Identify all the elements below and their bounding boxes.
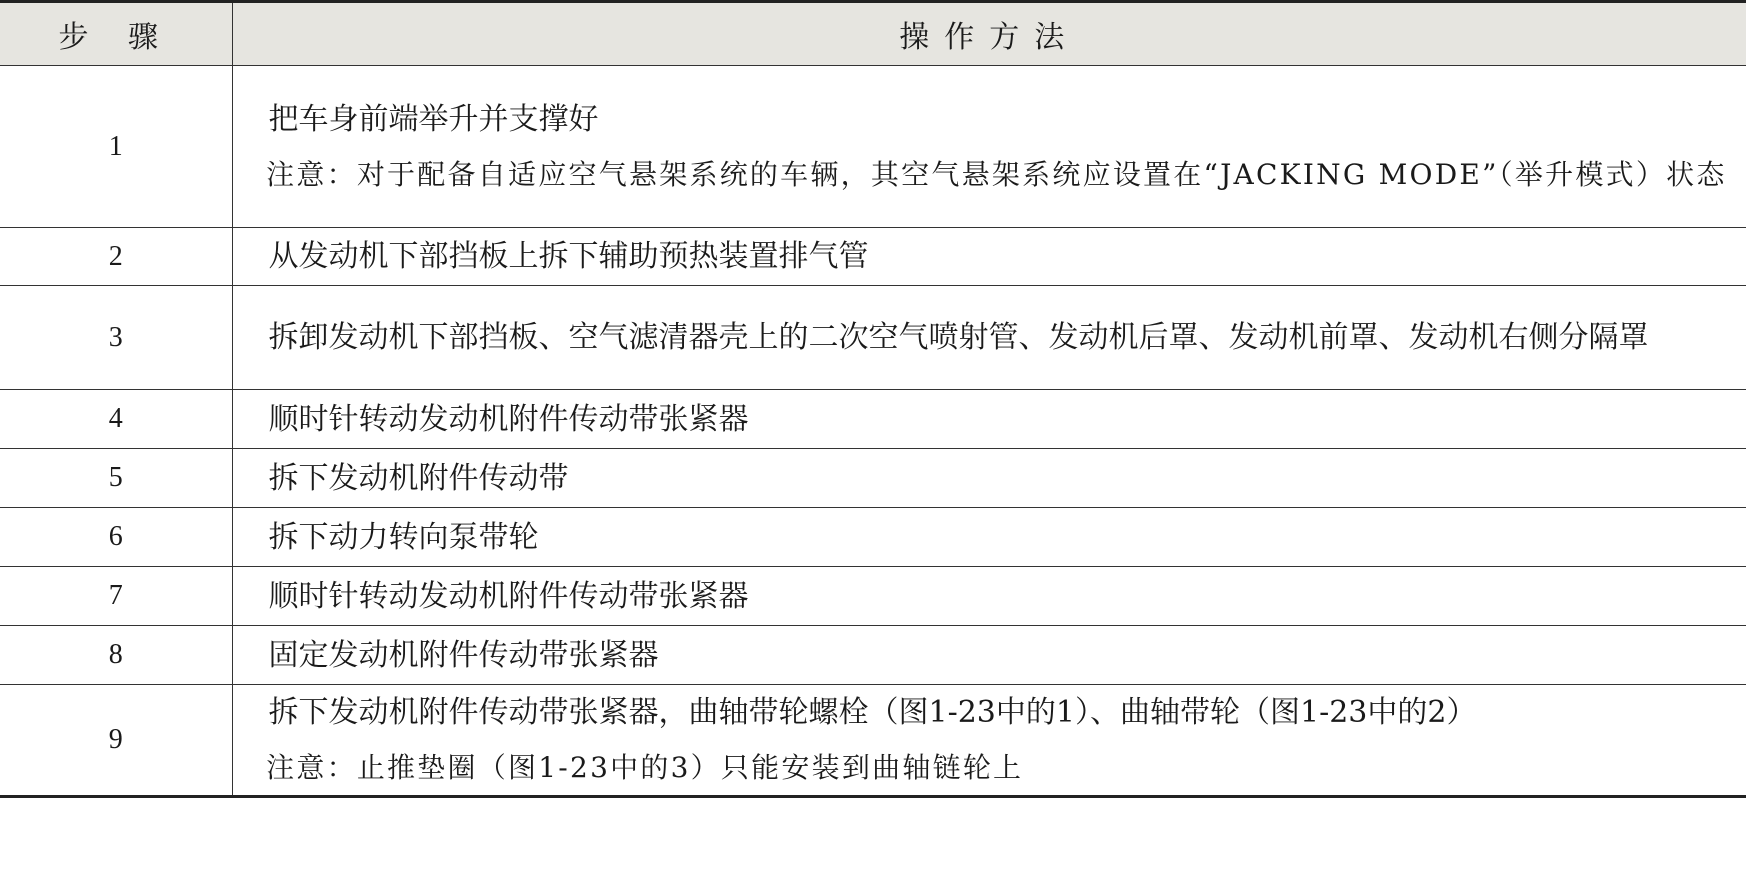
step-method [232, 390, 1746, 449]
step-number: 1 [0, 66, 232, 228]
table-row [0, 508, 1746, 567]
table-header-row [0, 2, 1746, 66]
table-row [0, 286, 1746, 390]
step-method [232, 567, 1746, 626]
step-method [232, 66, 1746, 228]
step-method [232, 286, 1746, 390]
table-row [0, 66, 1746, 228]
step-method [232, 228, 1746, 286]
header-step: 步 骤 [0, 2, 232, 66]
method-line: 拆下发动机附件传动带 [268, 460, 569, 496]
method-line: 拆下动力转向泵带轮 [268, 519, 539, 555]
method-line: 从发动机下部挡板上拆下辅助预热装置排气管 [268, 239, 869, 274]
method-line: 把车身前端举升并支撑好 [268, 101, 599, 137]
step-number: 6 [0, 508, 232, 567]
method-note: 注意：止推垫圈（图1-23中的3）只能安装到曲轴链轮上 [266, 751, 1024, 784]
table-row [0, 449, 1746, 508]
method-line: 拆卸发动机下部挡板、空气滤清器壳上的二次空气喷射管、发动机后罩、发动机前罩、发动机右侧分隔罩 [268, 320, 1649, 355]
table-row [0, 390, 1746, 449]
step-method [232, 685, 1746, 797]
method-line: 固定发动机附件传动带张紧器 [268, 637, 659, 673]
method-line: 拆下发动机附件传动带张紧器，曲轴带轮螺栓（图1-23中的1）、曲轴带轮（图1-23中的2） [268, 695, 1477, 730]
table-row [0, 626, 1746, 685]
table-row [0, 228, 1746, 286]
table-row [0, 567, 1746, 626]
step-method [232, 449, 1746, 508]
step-number: 5 [0, 449, 232, 508]
step-number: 7 [0, 567, 232, 626]
step-method [232, 508, 1746, 567]
step-number: 9 [0, 685, 232, 797]
method-line: 顺时针转动发动机附件传动带张紧器 [268, 578, 749, 614]
method-line: 顺时针转动发动机附件传动带张紧器 [268, 401, 749, 437]
step-number: 2 [0, 228, 232, 286]
step-number: 8 [0, 626, 232, 685]
header-method: 操作方法 [232, 2, 1746, 66]
step-number: 3 [0, 286, 232, 390]
table-row [0, 685, 1746, 797]
step-method [232, 626, 1746, 685]
method-note: 注意：对于配备自适应空气悬架系统的车辆，其空气悬架系统应设置在“JACKING MODE”（举升模式）状态 [266, 157, 1727, 191]
step-number: 4 [0, 390, 232, 449]
